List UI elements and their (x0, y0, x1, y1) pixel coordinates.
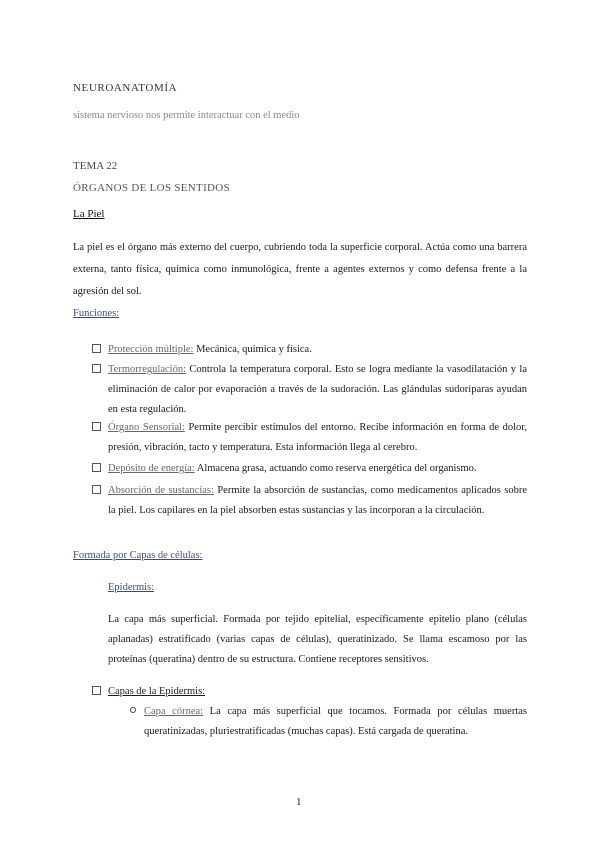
intro-paragraph: La piel es el órgano más externo del cuerpo, cubriendo toda la superficie corporal. Actúa como una barrera externa, tanto física, química como inmunológica, frente a agentes externos y como defensa frente a la agresión del sol. (73, 242, 527, 297)
list-item-text (108, 459, 527, 479)
item-label: Órgano Sensorial: (108, 422, 185, 433)
capa-cornea-label: Capa córnea: (144, 706, 204, 717)
checkbox-icon (92, 422, 101, 431)
item-body: Controla la temperatura corporal. Esto se logra mediante la vasodilatación y la eliminación de calor por evaporación a través de la sudoración. Las glándulas sudoríparas ayudan en esta regulación. (108, 364, 527, 415)
funciones-heading: Funciones: (73, 308, 120, 319)
item-label: Absorción de sustancias: (108, 485, 214, 496)
capas-label-text: Capas de la Epidermis: (108, 686, 206, 697)
item-body: Almacena grasa, actuando como reserva energética del organismo. (194, 463, 477, 474)
item-body: Permite percibir estímulos del entorno. Recibe información en forma de dolor, presión, vibración, tacto y temperatura. Esta información llega al cerebro. (108, 422, 527, 453)
section-title: ÓRGANOS DE LOS SENTIDOS (73, 182, 230, 194)
epidermis-paragraph: La capa más superficial. Formada por tejido epitelial, específicamente epitelio plano (células aplanadas) estratificado (varias capas de células), queratinizado. Se llama escamoso por las proteínas (queratina) dentro de su estructura. Contiene receptores sensitivos. (108, 614, 527, 665)
item-body: Permite la absorción de sustancias, como medicamentos aplicados sobre la piel. Los capilares en la piel absorben estas sustancias y las incorporan a la circulación. (108, 485, 527, 516)
formada-heading: Formada por Capas de células: (73, 550, 203, 561)
list-item-text (108, 360, 527, 420)
header-title: NEUROANATOMÍA (73, 82, 178, 94)
epidermis-title: Epidermis: (108, 582, 155, 593)
capas-label (108, 682, 527, 702)
tema-label: TEMA 22 (73, 160, 118, 172)
item-label: Depósito de energía: (108, 463, 195, 474)
checkbox-icon (92, 364, 101, 373)
subsection-title: La Piel (73, 208, 105, 220)
checkbox-icon (92, 463, 101, 472)
header-subtitle: sistema nervioso nos permite interactuar con el medio (73, 110, 300, 121)
list-item-text (108, 481, 527, 521)
checkbox-icon (92, 485, 101, 494)
item-body: Mecánica, química y física. (193, 344, 312, 355)
list-item-text (108, 340, 527, 360)
item-label: Protección múltiple: (108, 344, 194, 355)
sub-list-item-text (144, 702, 527, 742)
item-label: Termorregulación: (108, 364, 186, 375)
checkbox-icon (92, 344, 101, 353)
capa-cornea-body: La capa más superficial que tocamos. Formada por células muertas queratinizadas, pluriestratificadas (muchas capas). Está cargada de queratina. (144, 706, 527, 737)
list-item-text (108, 418, 527, 458)
checkbox-icon (92, 686, 101, 695)
circle-bullet-icon (130, 707, 136, 713)
page-number: 1 (296, 796, 302, 808)
